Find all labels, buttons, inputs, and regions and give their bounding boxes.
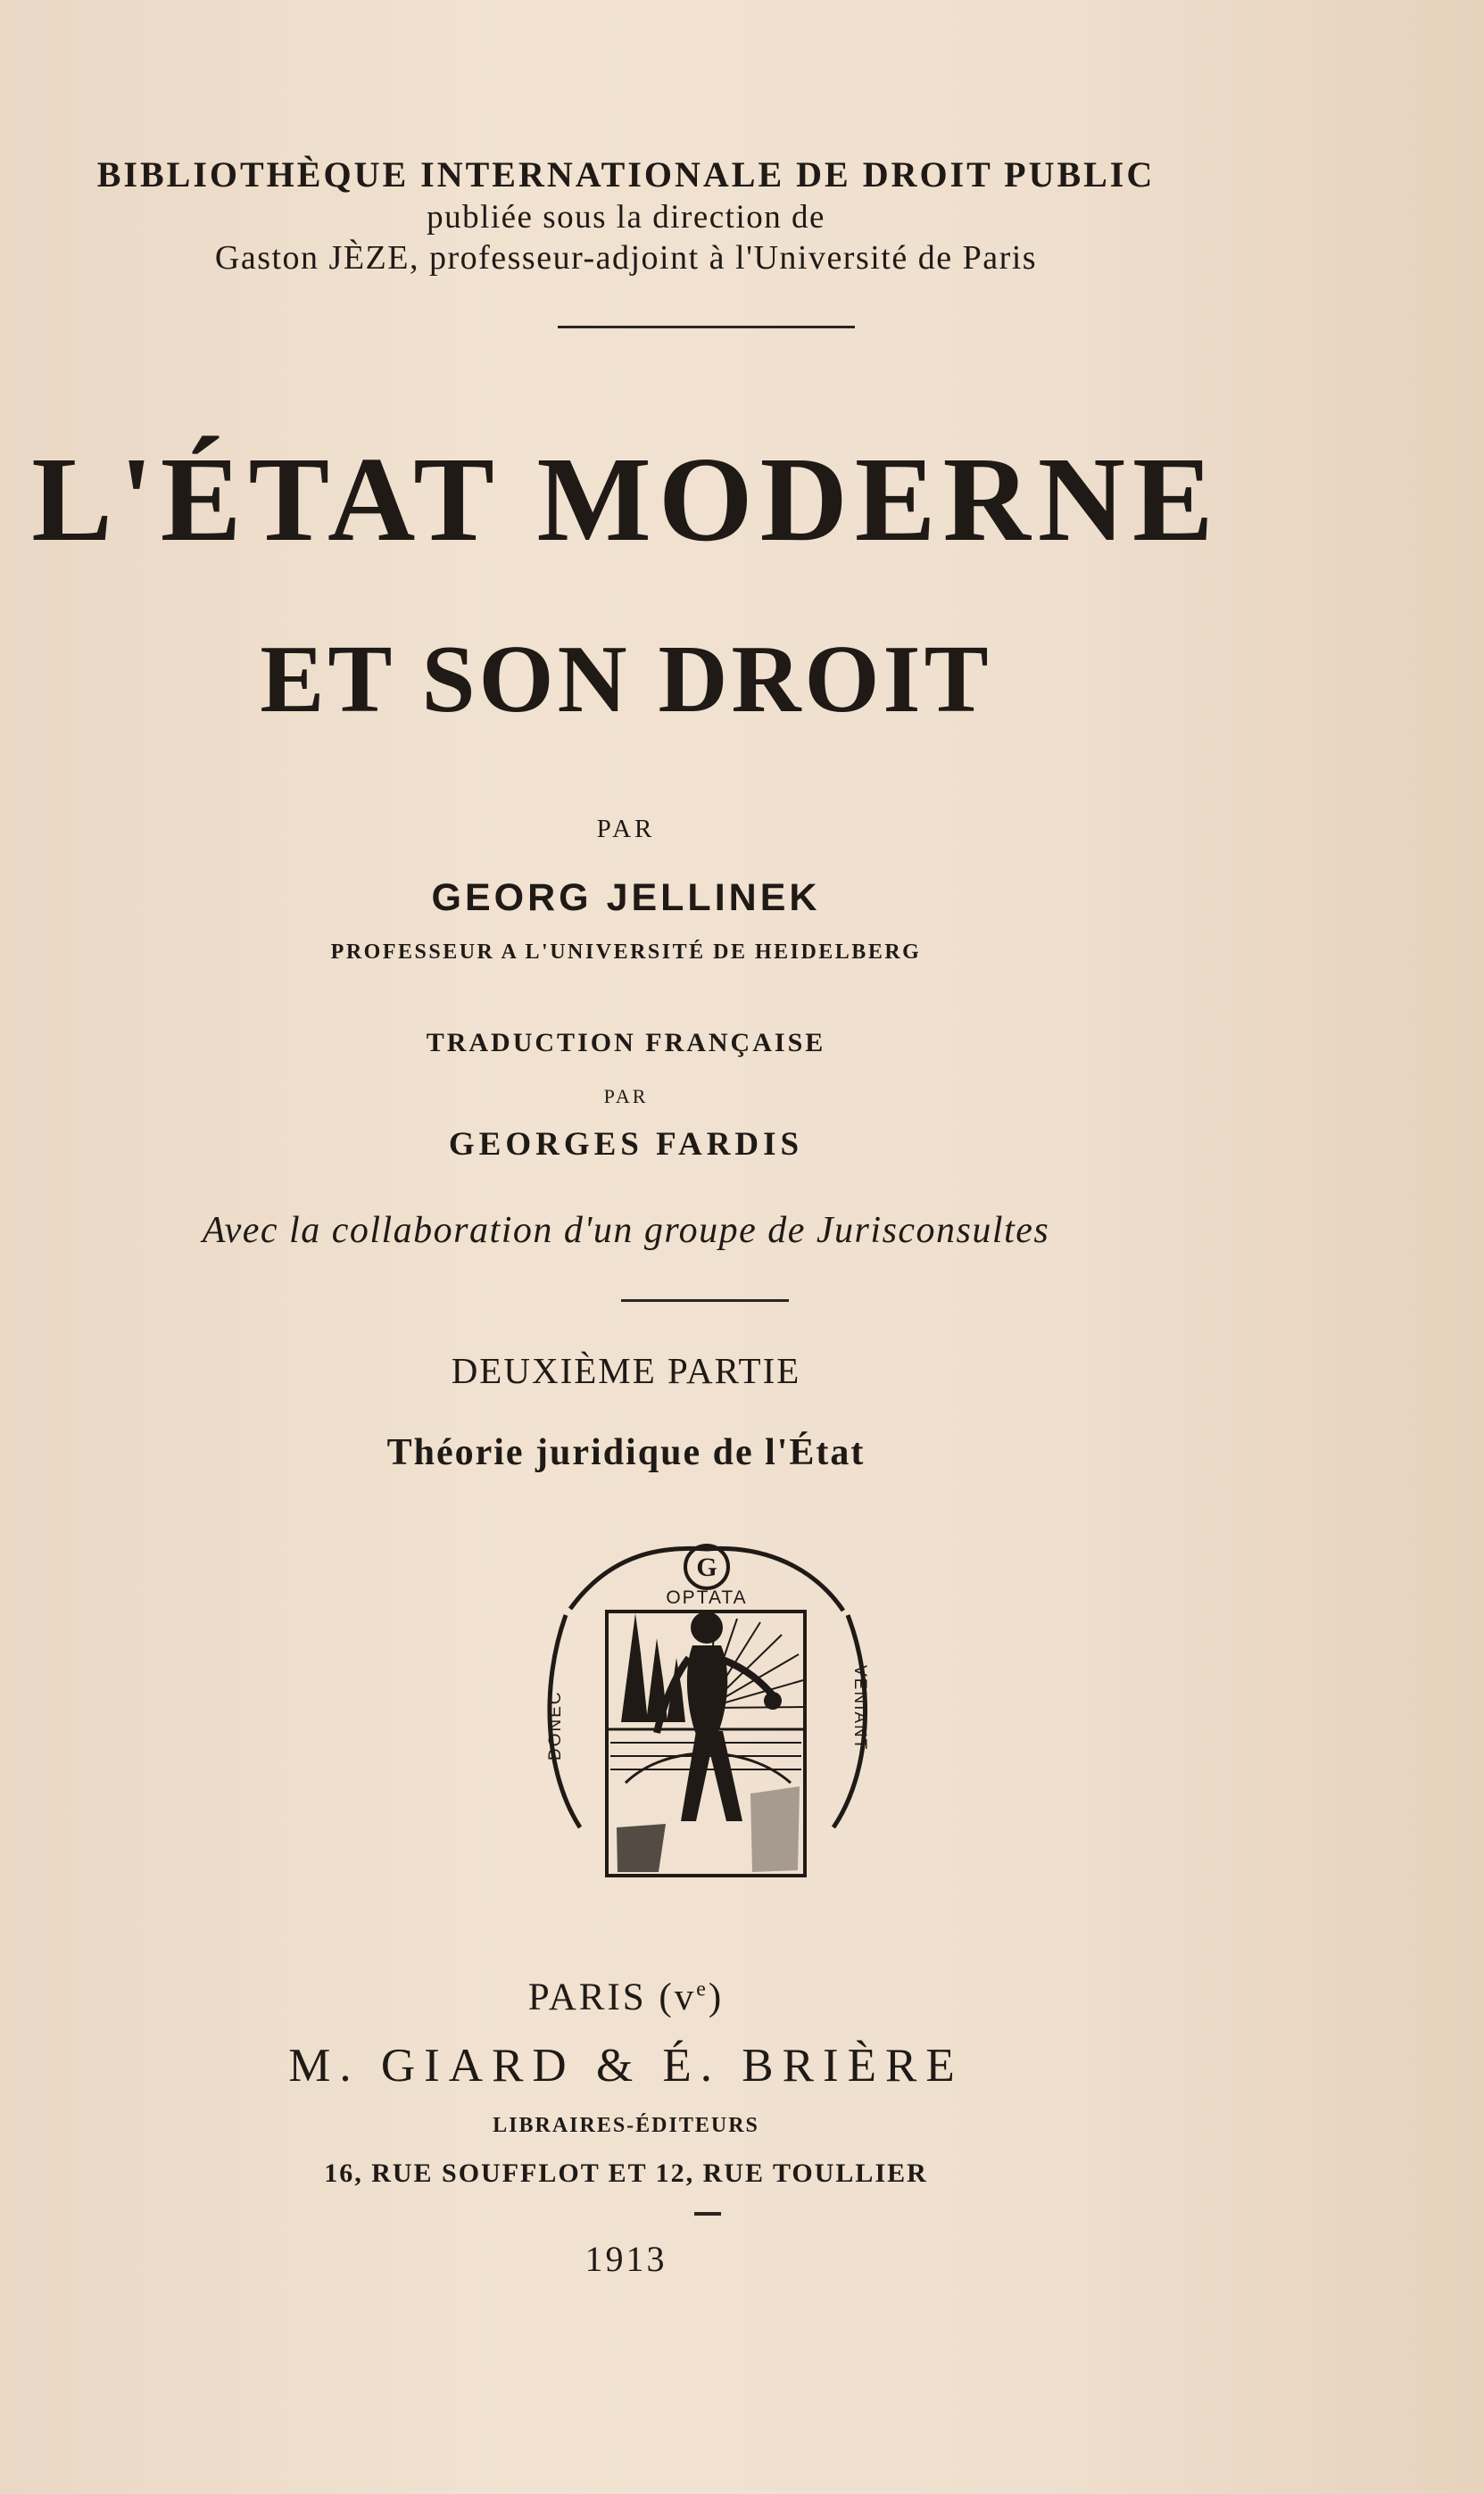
author-by: PAR — [596, 815, 656, 843]
imprint-city — [0, 1978, 1368, 2017]
director-text: Gaston JÈZE, professeur-adjoint à l'Université de Paris — [214, 239, 1038, 277]
collaboration-text: Avec la collaboration d'un groupe de Jurisconsultes — [202, 1210, 1050, 1251]
translator-by: PAR — [603, 1085, 649, 1107]
short-rule-divider — [694, 2212, 721, 2216]
publisher-emblem-icon — [541, 1542, 873, 1883]
direction-text: publiée sous la direction de — [427, 199, 825, 236]
emblem-left-text: DONEC — [546, 1690, 565, 1761]
translator-name: GEORGES FARDIS — [448, 1126, 804, 1163]
publisher-role: LIBRAIRES-ÉDITEURS — [493, 2114, 759, 2137]
top-rule-divider — [558, 326, 855, 328]
middle-rule-divider — [621, 1299, 789, 1302]
part-title: Théorie juridique de l'État — [386, 1432, 866, 1473]
publisher-address: 16, RUE SOUFFLOT ET 12, RUE TOULLIER — [324, 2158, 928, 2188]
collection-name: BIBLIOTHÈQUE INTERNATIONALE DE DROIT PUBLIC — [96, 154, 1156, 195]
book-subtitle: ET SON DROIT — [260, 626, 992, 733]
author-title: PROFESSEUR A L'UNIVERSITÉ DE HEIDELBERG — [330, 940, 922, 964]
author-name: GEORG JELLINEK — [431, 876, 821, 919]
publication-year: 1913 — [584, 2239, 667, 2279]
book-title: L'ÉTAT MODERNE — [31, 433, 1221, 567]
imprint-city-superscript: e — [696, 1977, 709, 2001]
translation-label: TRADUCTION FRANÇAISE — [426, 1028, 826, 1057]
emblem-right-text: VENIANT — [850, 1665, 869, 1752]
publisher-name: M. GIARD & É. BRIÈRE — [288, 2040, 964, 2092]
part-number: DEUXIÈME PARTIE — [451, 1350, 801, 1391]
imprint-city-text: PARIS (v — [527, 1976, 697, 2018]
imprint-city-close: ) — [708, 1976, 725, 2018]
emblem-monogram: G — [696, 1553, 717, 1582]
emblem-top-text: OPTATA — [666, 1587, 748, 1608]
